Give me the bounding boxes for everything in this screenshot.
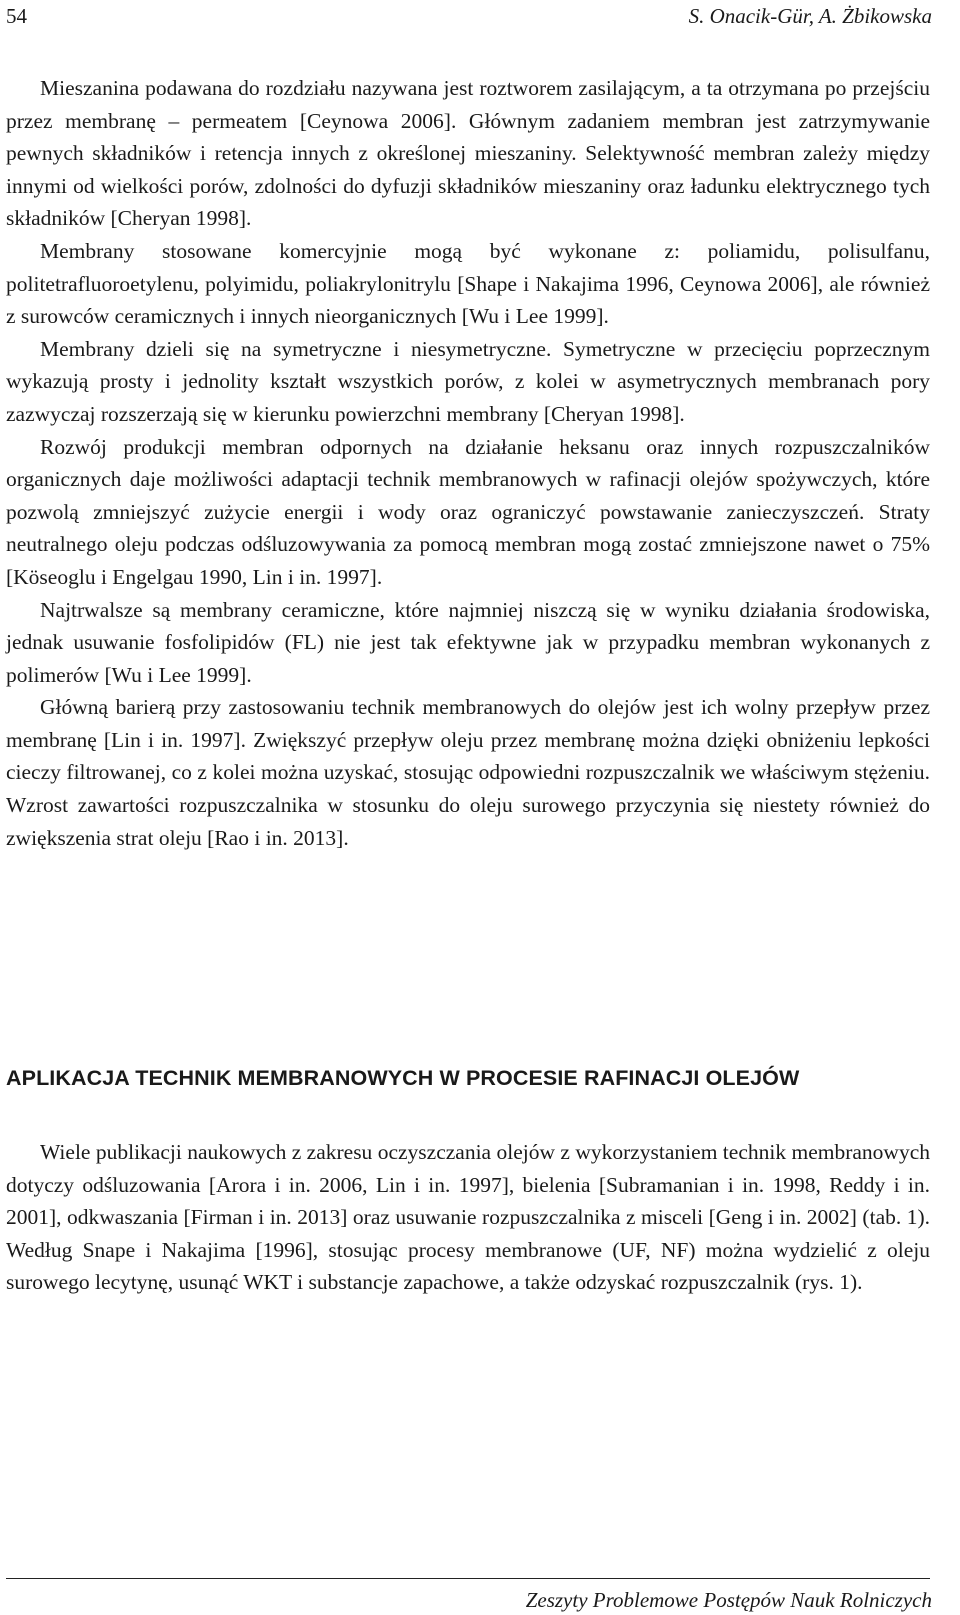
section-heading: APLIKACJA TECHNIK MEMBRANOWYCH W PROCESIE RAFINACJI OLEJÓW (6, 1066, 800, 1090)
paragraph: Mieszanina podawana do rozdziału nazywana jest roztworem zasilającym, a ta otrzymana po przejściu przez membranę – permeatem [Ceynowa 2006]. Głównym zadaniem membran jest zatrzymywanie pewnych składników i retencja innych z określonej mieszaniny. Selektywność membran zależy między innymi od wielkości porów, zdolności do dyfuzji składników mieszaniny oraz ładunku elektrycznego tych składników [Cheryan 1998]. (6, 76, 930, 231)
body-text (6, 72, 930, 854)
running-header-authors: S. Onacik-Gür, A. Żbikowska (688, 4, 932, 28)
footer-divider (6, 1578, 930, 1579)
paragraph: Główną barierą przy zastosowaniu technik membranowych do olejów jest ich wolny przepływ przez membranę [Lin i in. 1997]. Zwiększyć przepływ oleju przez membranę można dzięki obniżeniu lepkości cieczy filtrowanej, co z kolei można uzyskać, stosując odpowiedni rozpuszczalnik we właściwym stężeniu. Wzrost zawartości rozpuszczalnika w stosunku do oleju surowego przyczynia się niestety również do zwiększenia strat oleju [Rao i in. 2013]. (6, 695, 930, 850)
paragraph: Membrany dzieli się na symetryczne i niesymetryczne. Symetryczne w przecięciu poprzecznym wykazują prosty i jednolity kształt wszystkich porów, z kolei w asymetrycznych membranach pory zazwyczaj rozszerzają się w kierunku powierzchni membrany [Cheryan 1998]. (6, 336, 930, 426)
paragraph: Wiele publikacji naukowych z zakresu oczyszczania olejów z wykorzystaniem technik membranowych dotyczy odśluzowania [Arora i in. 2006, Lin i in. 1997], bielenia [Subramanian i in. 1998, Reddy i in. 2001], odkwaszania [Firman i in. 2013] oraz usuwanie rozpuszczalnika z misceli [Geng i in. 2002] (tab. 1). Według Snape i Nakajima [1996], stosując procesy membranowe (UF, NF) można wydzielić z oleju surowego lecytynę, usunąć WKT i substancje zapachowe, a także odzyskać rozpuszczalnik (rys. 1). (6, 1140, 930, 1295)
section-body (6, 1136, 930, 1299)
running-footer-journal: Zeszyty Problemowe Postępów Nauk Rolniczych (525, 1588, 932, 1612)
paragraph: Rozwój produkcji membran odpornych na działanie heksanu oraz innych rozpuszczalników organicznych daje możliwości adaptacji technik membranowych w rafinacji olejów spożywczych, które pozwolą zmniejszyć zużycie energii i wody oraz ograniczyć powstawanie zanieczyszczeń. Straty neutralnego oleju podczas odśluzowywania za pomocą membran mogą zostać zmniejszone nawet o 75% [Köseoglu i Engelgau 1990, Lin i in. 1997]. (6, 434, 930, 589)
paragraph: Membrany stosowane komercyjnie mogą być wykonane z: poliamidu, polisulfanu, politetrafluoroetylenu, polyimidu, poliakrylonitrylu [Shape i Nakajima 1996, Ceynowa 2006], ale również z surowców ceramicznych i innych nieorganicznych [Wu i Lee 1999]. (6, 238, 930, 329)
paragraph: Najtrwalsze są membrany ceramiczne, które najmniej niszczą się w wyniku działania środowiska, jednak usuwanie fosfolipidów (FL) nie jest tak efektywne jak w przypadku membran wykonanych z polimerów [Wu i Lee 1999]. (6, 597, 930, 687)
page-number: 54 (6, 4, 27, 28)
